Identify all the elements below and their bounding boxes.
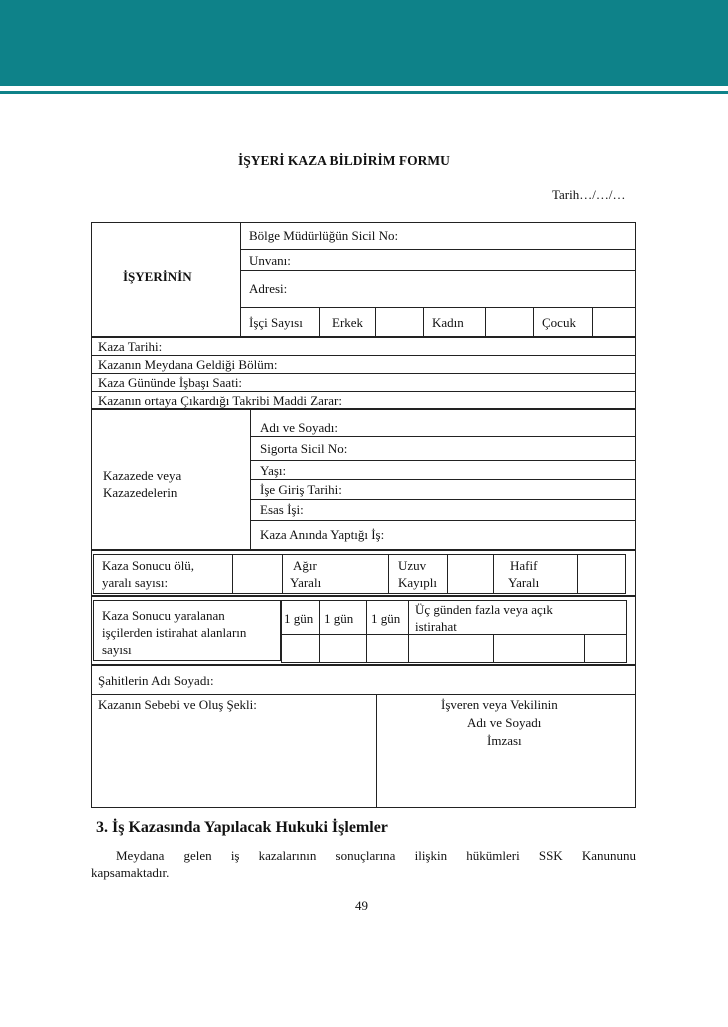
- limb-loss-label-line1: Uzuv: [398, 558, 427, 573]
- severe-label-line1: Ağır: [293, 558, 317, 573]
- form-title: İŞYERİ KAZA BİLDİRİM FORMU: [238, 153, 450, 168]
- accident-date-label: Kaza Tarihi:: [98, 339, 163, 354]
- employer-signature-label: İmzası: [487, 733, 522, 748]
- start-time-label: Kaza Gününde İşbaşı Saati:: [98, 375, 243, 390]
- job-during-accident-label: Kaza Anında Yaptığı İş:: [260, 527, 385, 542]
- employer-label-line2: Adı ve Soyadı: [467, 715, 542, 730]
- age-label: Yaşı:: [260, 463, 287, 478]
- worker-count-label: İşçi Sayısı: [249, 315, 303, 330]
- job-start-date-label: İşe Giriş Tarihi:: [260, 482, 342, 497]
- light-injury-label-line1: Hafif: [510, 558, 538, 573]
- main-job-label: Esas İşi:: [260, 502, 304, 517]
- header-banner: [0, 0, 728, 86]
- insurance-no-label: Sigorta Sicil No:: [260, 441, 348, 456]
- title-label: Unvanı:: [249, 253, 291, 268]
- victims-label-line1: Kazazede veya: [103, 468, 182, 483]
- rest-day-1-label: 1 gün: [284, 611, 314, 626]
- page-number: 49: [355, 898, 368, 913]
- registry-no-label: Bölge Müdürlüğün Sicil No:: [249, 228, 399, 243]
- light-injury-label-line2: Yaralı: [508, 575, 540, 590]
- results-label-line2: yaralı sayısı:: [102, 575, 169, 590]
- section-heading: 3. İş Kazasında Yapılacak Hukuki İşlemler: [96, 819, 388, 836]
- cause-label: Kazanın Sebebi ve Oluş Şekli:: [98, 697, 257, 712]
- witnesses-label: Şahitlerin Adı Soyadı:: [98, 673, 214, 688]
- section-body-line2: kapsamaktadır.: [91, 865, 170, 880]
- male-label: Erkek: [332, 315, 364, 330]
- rest-label-line3: sayısı: [102, 642, 132, 657]
- rest-day-2-label: 1 gün: [324, 611, 354, 626]
- victims-label-line2: Kazazedelerin: [103, 485, 178, 500]
- rest-more-label-line1: Üç günden fazla veya açık: [415, 602, 553, 617]
- results-label-line1: Kaza Sonucu ölü,: [102, 558, 195, 573]
- severe-label-line2: Yaralı: [290, 575, 322, 590]
- child-label: Çocuk: [542, 315, 576, 330]
- rest-label-line1: Kaza Sonucu yaralanan: [102, 608, 225, 623]
- date-field: Tarih…/…/…: [552, 187, 626, 202]
- damage-label: Kazanın ortaya Çıkardığı Takribi Maddi Zarar:: [98, 393, 342, 408]
- rest-day-3-label: 1 gün: [371, 611, 401, 626]
- address-label: Adresi:: [249, 281, 288, 296]
- female-label: Kadın: [432, 315, 464, 330]
- workplace-label: İŞYERİNİN: [123, 269, 192, 284]
- victim-name-label: Adı ve Soyadı:: [260, 420, 338, 435]
- limb-loss-label-line2: Kayıplı: [398, 575, 437, 590]
- rest-more-label-line2: istirahat: [415, 619, 457, 634]
- accident-department-label: Kazanın Meydana Geldiği Bölüm:: [98, 357, 278, 372]
- employer-label-line1: İşveren veya Vekilinin: [441, 697, 558, 712]
- rest-label-line2: işçilerden istirahat alanların: [102, 625, 247, 640]
- section-body-line1: Meydana gelen iş kazalarının sonuçlarına ilişkin hükümleri SSK Kanununu: [116, 848, 636, 863]
- header-rule: [0, 91, 728, 94]
